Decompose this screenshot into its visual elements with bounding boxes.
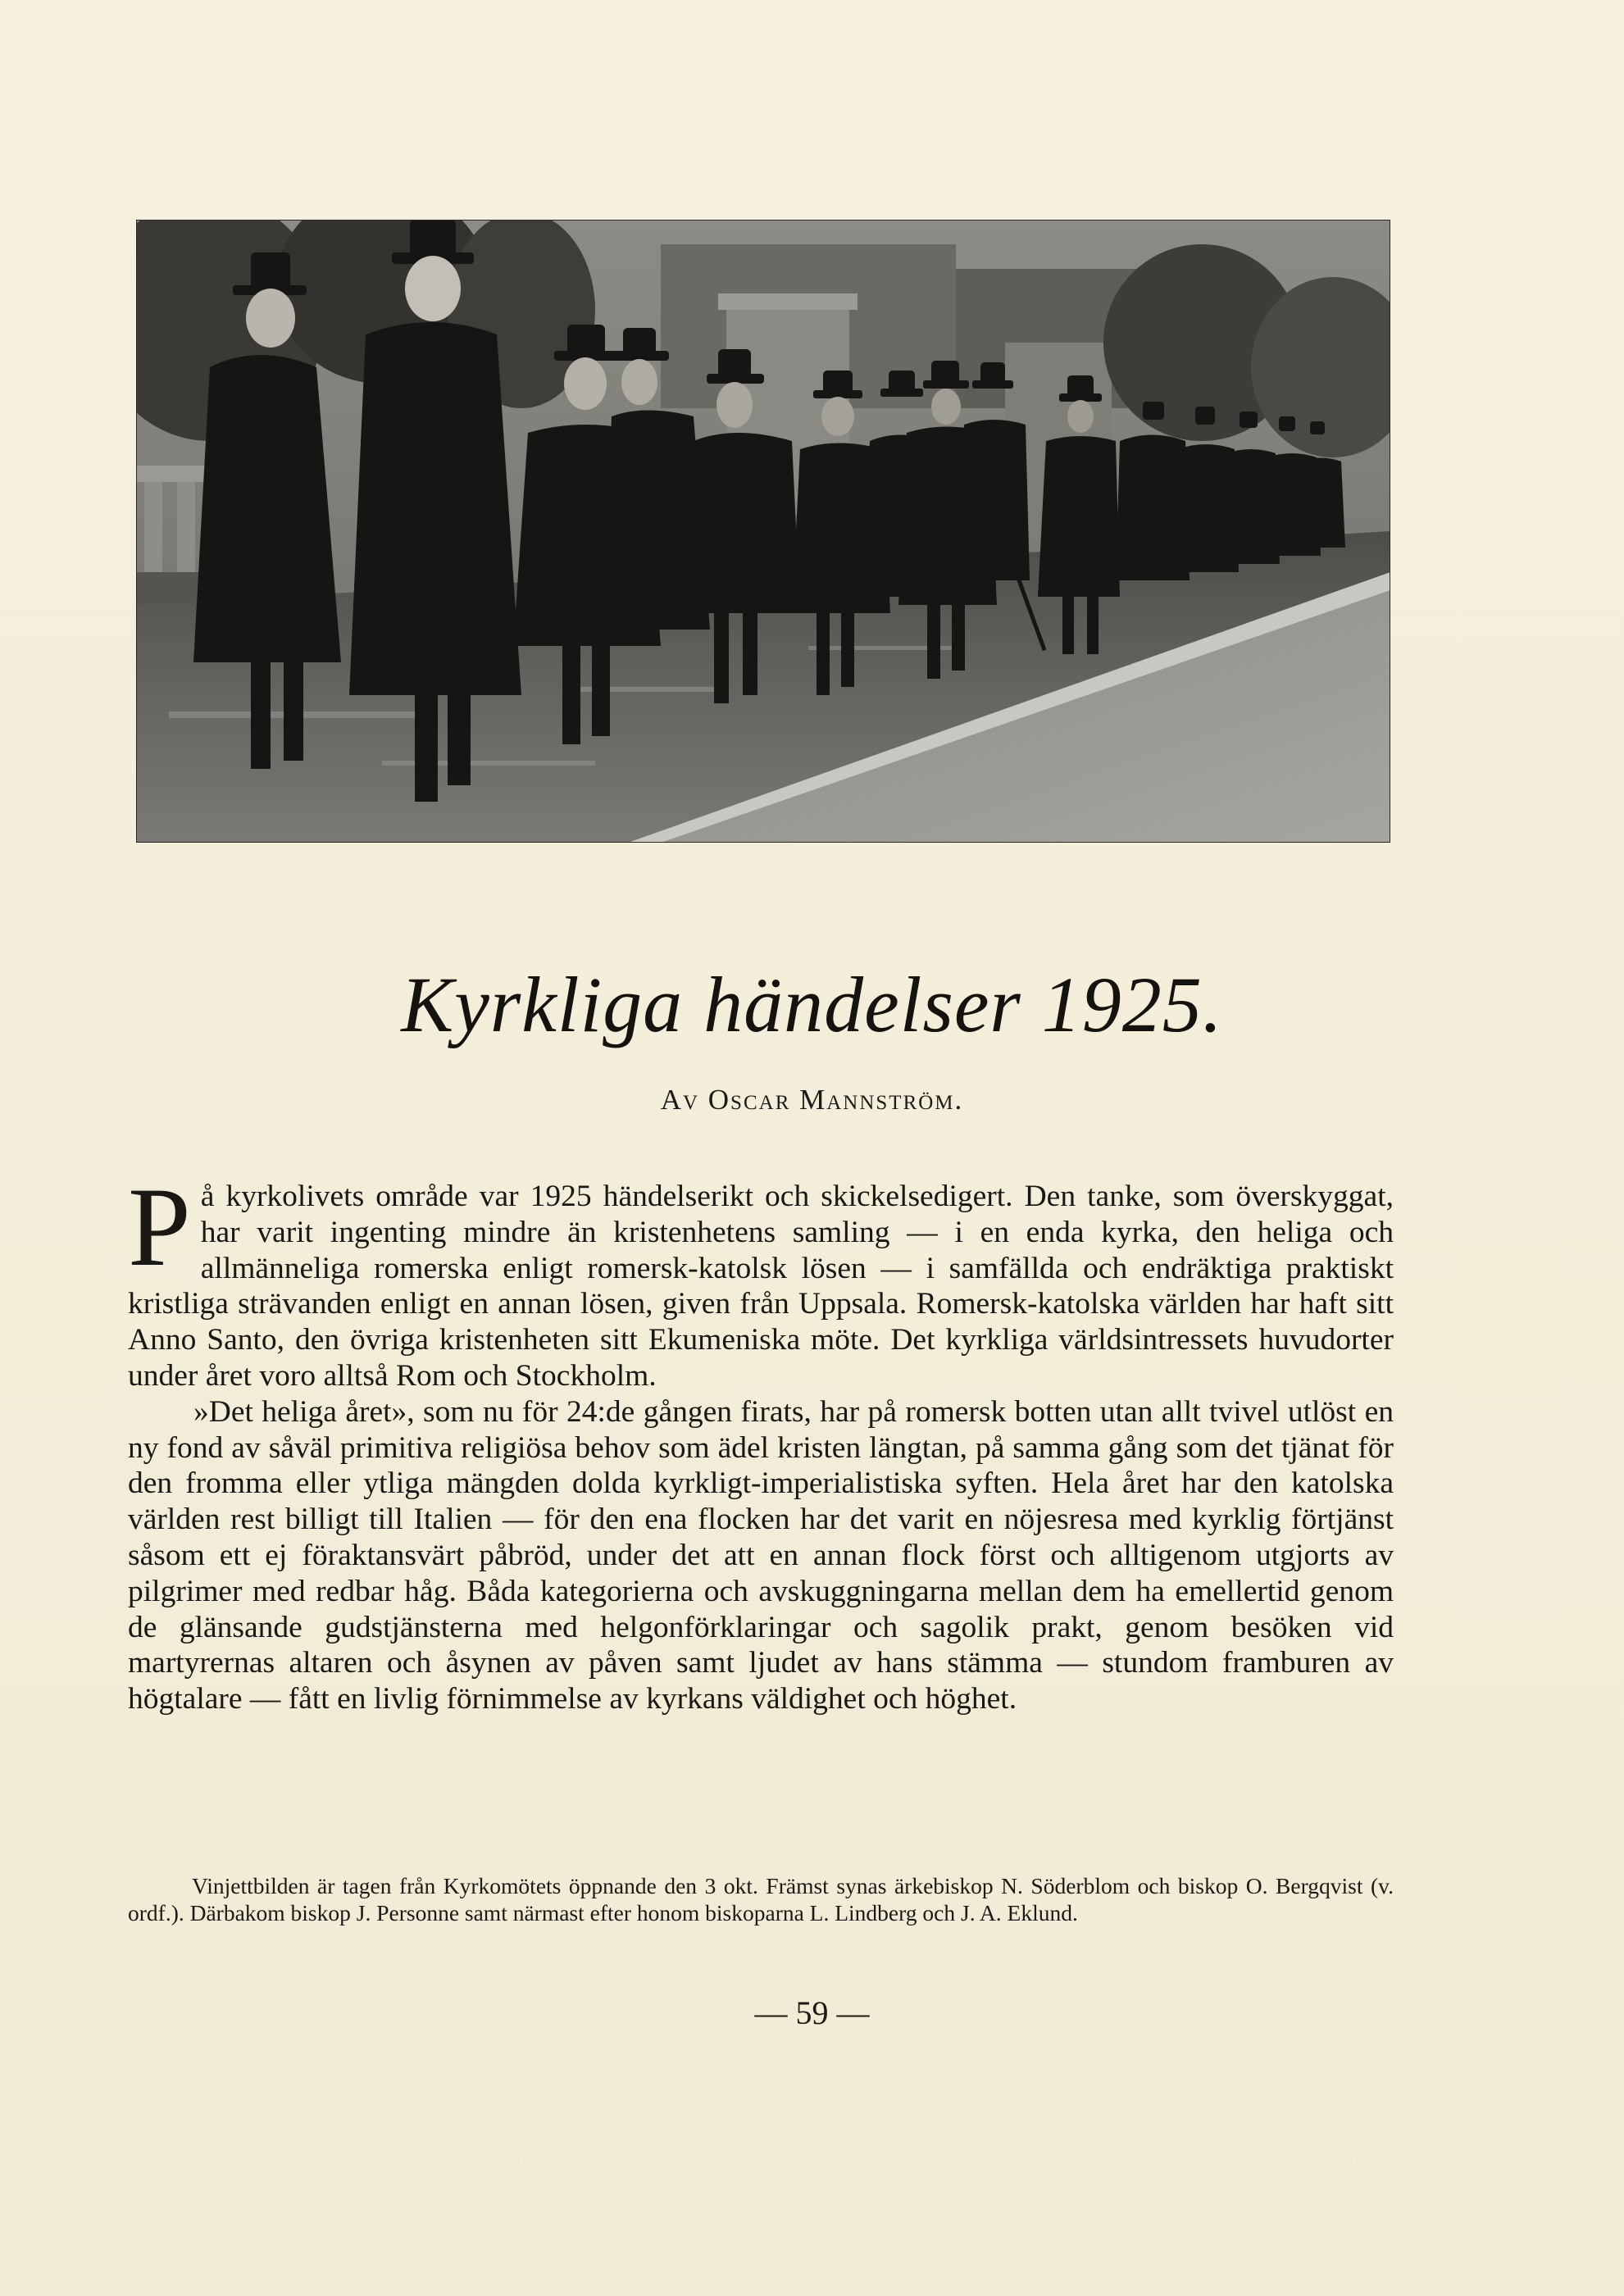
drop-cap: P [128,1164,191,1289]
article-byline: Av Oscar Mannström. [660,1084,964,1116]
paragraph-1-text: å kyrkolivets område var 1925 händelserikt och skickelsedigert. Den tanke, som överskyggat, har varit ingenting mindre än kristenhetens samling — i en enda kyrka, den heliga och allmänneliga romerska enligt romersk-katolsk lösen — i samfällda och endräktiga praktiskt kristliga strävanden enligt en annan lösen, given från Uppsala. Romersk-katolska världen har haft sitt Anno Santo, den övriga kristenheten sitt Ekumeniska möte. Det kyrkliga världsintressets huvudorter under året voro alltså Rom och Stockholm. [128,1180,1394,1393]
paragraph-2: »Det heliga året», som nu för 24:de gången firats, har på romersk botten utan allt tvivel utlöst en ny fond av såväl primitiva religiösa behov som ädel kristen längtan, på samma gång som det tjänat för den fromma eller ytliga mängden dolda kyrkligt-imperialistiska syften. Hela året har den katolska världen rest billigt till Italien — för den ena flocken har det varit en nöjesresa med kyrklig förtjänst såsom ett ej föraktansvärt påbröd, under det att en annan flock först och alltigenom utgjorts av pilgrimer med redbar håg. Båda kategorierna och avskuggningarna mellan dem ha emellertid genom de glänsande gudstjänsterna med helgonförklaringar och sagolik prakt, genom besöken vid martyrernas altaren och åsynen av påven samt ljudet av hans stämma — stundom framburen av högtalare — fått en livlig förnimmelse av kyrkans väldighet och höghet. [128,1394,1394,1716]
page-number: — 59 — [754,1994,870,2031]
photo-caption: Vinjettbilden är tagen från Kyrkomötets öppnande den 3 okt. Främst synas ärkebiskop N. Söderblom och biskop O. Bergqvist (v. ordf.). Därbakom biskop J. Personne samt närmast efter honom biskoparna L. Lindberg och J. A. Eklund. [128,1873,1394,1925]
paragraph-1 [128,1164,1394,1394]
article-title: Kyrkliga händelser 1925. [401,961,1223,1048]
procession-photograph [136,220,1390,843]
article-body [128,1164,1394,1717]
